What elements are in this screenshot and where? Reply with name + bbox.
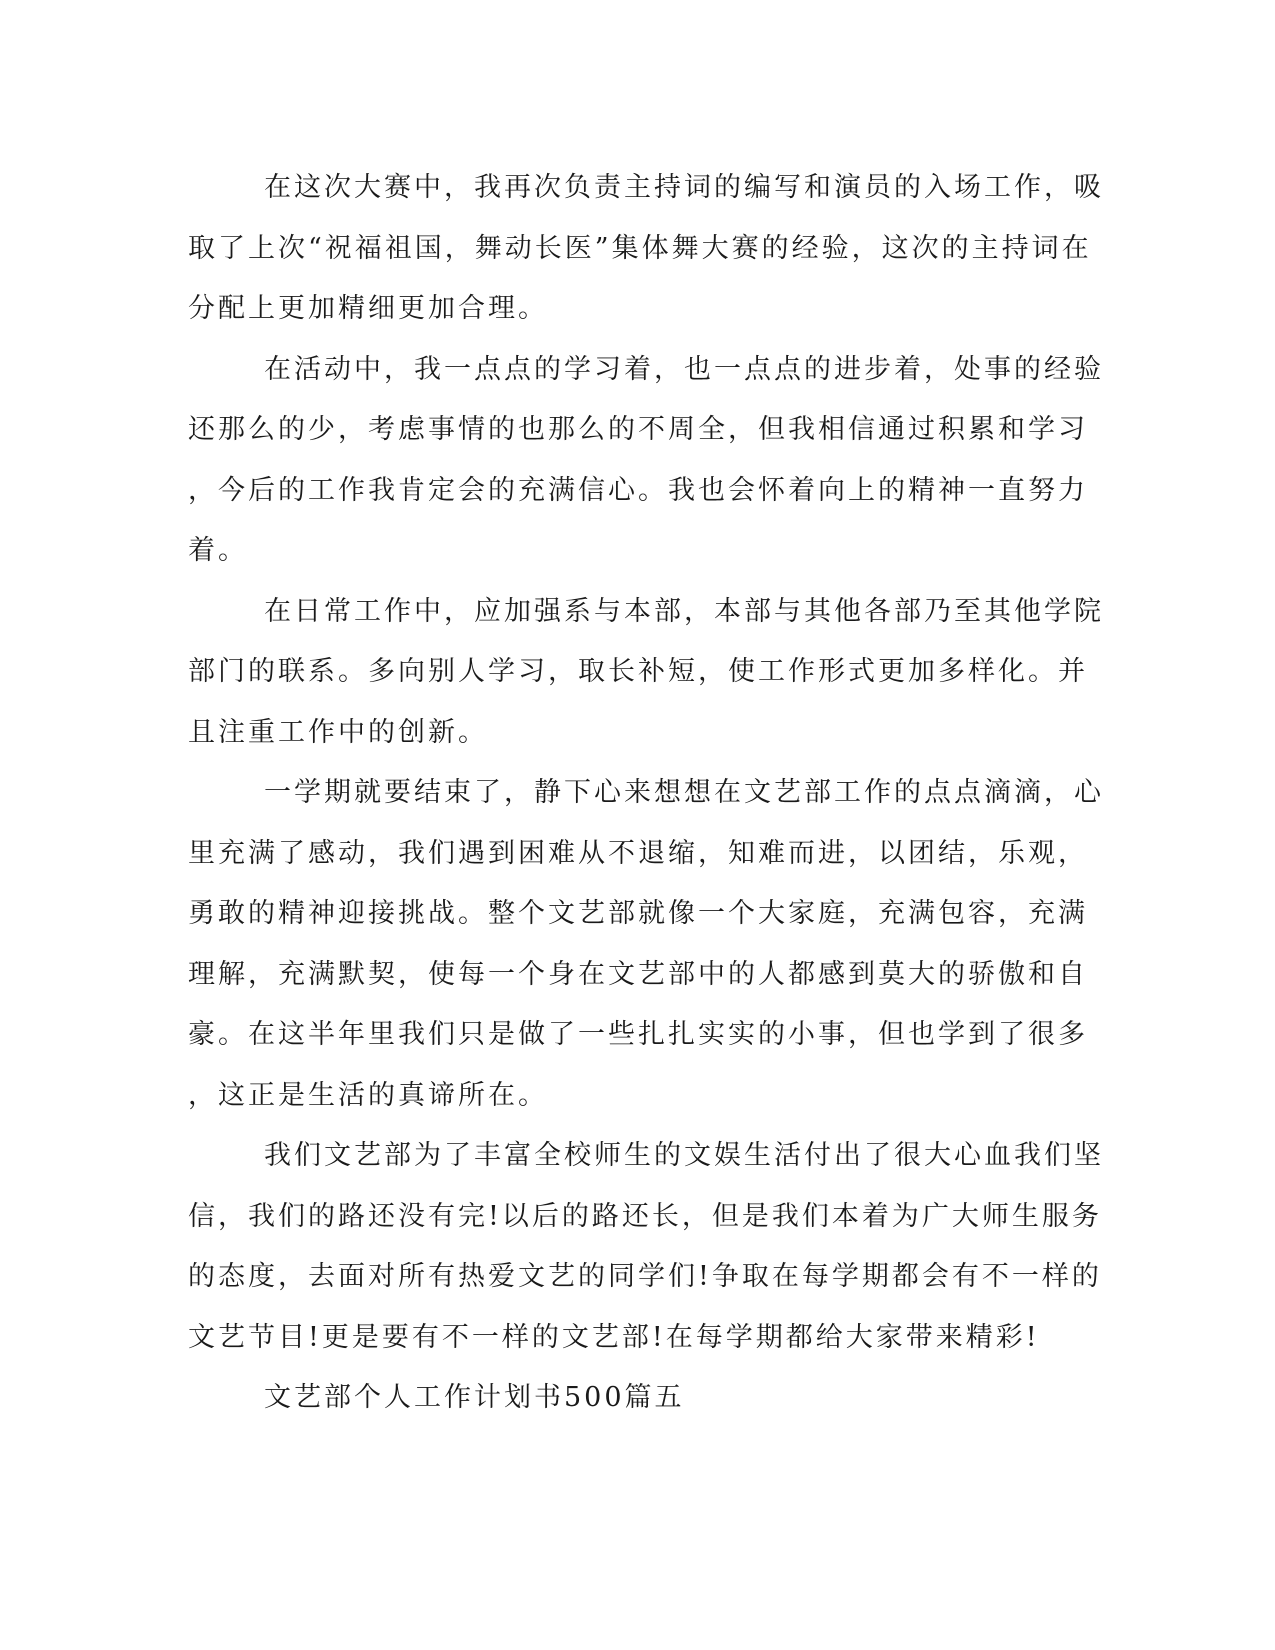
paragraph-line: 且注重工作中的创新。	[188, 716, 488, 748]
paragraph-line: 在活动中，我一点点的学习着，也一点点的进步着，处事的经验	[264, 353, 1104, 385]
paragraph-1	[188, 158, 1104, 340]
paragraph-line: 里充满了感动，我们遇到困难从不退缩，知难而进，以团结，乐观，	[188, 837, 1088, 869]
paragraph-line: 部门的联系。多向别人学习，取长补短，使工作形式更加多样化。并	[188, 656, 1088, 687]
paragraph-4	[188, 763, 1104, 1126]
paragraph-line: 豪。在这半年里我们只是做了一些扎扎实实的小事，但也学到了很多	[188, 1019, 1088, 1050]
paragraph-line: ，今后的工作我肯定会的充满信心。我也会怀着向上的精神一直努力	[188, 474, 1088, 506]
section-heading	[188, 1368, 1076, 1429]
paragraph-line: 的态度，去面对所有热爱文艺的同学们!争取在每学期都会有不一样的	[188, 1261, 1102, 1292]
paragraph-3	[188, 582, 1104, 764]
paragraph-line: 在这次大赛中，我再次负责主持词的编写和演员的入场工作，吸	[264, 172, 1104, 203]
paragraph-line: 理解，充满默契，使每一个身在文艺部中的人都感到莫大的骄傲和自	[188, 958, 1088, 990]
paragraph-line: 取了上次“祝福祖国，舞动长医”集体舞大赛的经验，这次的主持词在	[188, 232, 1092, 264]
paragraph-line: 一学期就要结束了，静下心来想想在文艺部工作的点点滴滴，心	[264, 777, 1104, 808]
paragraph-2	[188, 340, 1104, 582]
document-body	[188, 158, 1104, 1429]
paragraph-line: 勇敢的精神迎接挑战。整个文艺部就像一个大家庭，充满包容，充满	[188, 898, 1088, 929]
paragraph-line: 着。	[188, 535, 248, 566]
paragraph-line: 信，我们的路还没有完!以后的路还长，但是我们本着为广大师生服务	[188, 1200, 1102, 1232]
paragraph-line: 分配上更加精细更加合理。	[188, 293, 548, 324]
section-heading-text: 文艺部个人工作计划书500篇五	[264, 1382, 685, 1413]
paragraph-line: 在日常工作中，应加强系与本部，本部与其他各部乃至其他学院	[264, 595, 1104, 627]
paragraph-5	[188, 1126, 1104, 1368]
paragraph-line: 文艺节目!更是要有不一样的文艺部!在每学期都给大家带来精彩!	[188, 1321, 1040, 1353]
paragraph-line: 我们文艺部为了丰富全校师生的文娱生活付出了很大心血我们坚	[264, 1140, 1104, 1171]
paragraph-line: 还那么的少，考虑事情的也那么的不周全，但我相信通过积累和学习	[188, 414, 1088, 445]
paragraph-line: ，这正是生活的真谛所在。	[188, 1079, 548, 1111]
